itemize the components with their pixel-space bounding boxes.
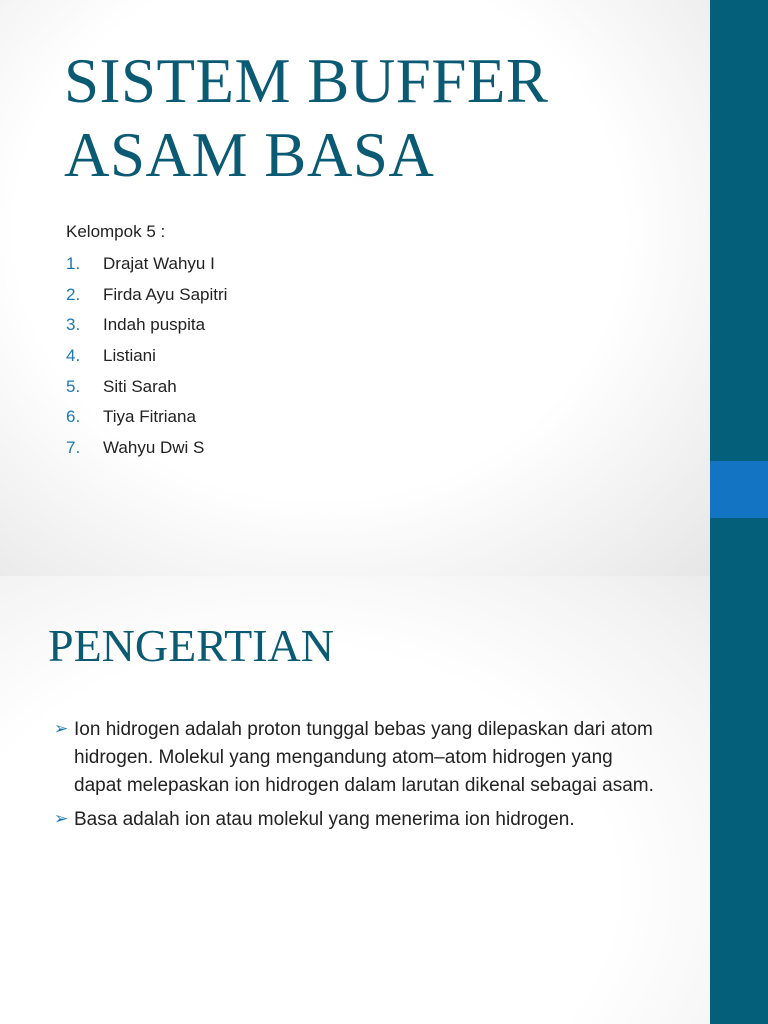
list-item [66,405,227,436]
title-line-2: ASAM BASA [64,120,435,190]
sidebar-bar [710,0,768,1024]
arrow-bullet-icon: ➢ [54,719,69,738]
title-line-1: SISTEM BUFFER [64,46,549,116]
member-name: Wahyu Dwi S [103,438,205,458]
section-title: PENGERTIAN [48,620,334,671]
member-name: Listiani [103,346,156,366]
list-number: 7. [66,438,81,458]
definition-list [54,716,664,840]
list-number: 6. [66,407,81,427]
list-item [66,436,227,467]
slide-title-heading [64,44,548,192]
sidebar-accent [710,461,768,518]
list-item [66,283,227,314]
bullet-text: Basa adalah ion atau molekul yang menerima ion hidrogen. [74,809,575,830]
member-name: Drajat Wahyu I [103,254,215,273]
list-item [54,716,664,800]
member-name: Indah puspita [103,315,206,335]
bullet-text: Ion hidrogen adalah proton tunggal bebas yang dilepaskan dari atom hidrogen. Molekul yang mengandung atom–atom hidrogen yang dapat melepaskan ion hidrogen dalam larutan dikenal sebagai asam. [74,719,654,796]
member-name: Firda Ayu Sapitri [103,284,228,304]
list-number: 5. [66,376,81,396]
slide-definition [0,576,710,1024]
list-item [66,313,227,344]
list-number: 2. [66,284,81,304]
list-number: 4. [66,346,81,366]
list-item [66,252,227,283]
member-list [66,252,227,467]
group-label: Kelompok 5 : [66,222,166,241]
arrow-bullet-icon: ➢ [54,809,69,828]
list-number: 3. [66,315,81,335]
member-name: Tiya Fitriana [103,407,196,427]
list-item [66,344,227,375]
list-number: 1. [66,254,81,273]
list-item [66,375,227,406]
list-item [54,806,664,834]
member-name: Siti Sarah [103,376,177,396]
